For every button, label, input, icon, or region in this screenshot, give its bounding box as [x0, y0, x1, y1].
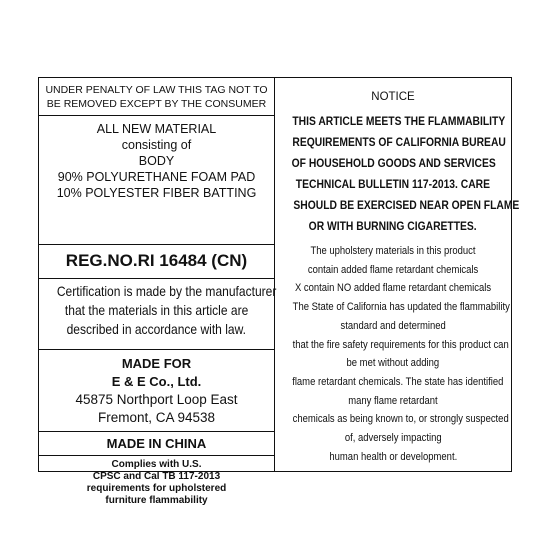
certification-line: described in accordance with law. [66, 321, 247, 337]
address-line-1: 45875 Northport Loop East [75, 392, 238, 407]
upholstery-line: chemicals as being known to, or strongly suspected [292, 413, 509, 426]
upholstery-line: of, adversely impacting [344, 432, 442, 445]
upholstery-line: many flame retardant [348, 394, 438, 407]
upholstery-line: contain added flame retardant chemicals [307, 263, 479, 276]
company-name: E & E Co., Ltd. [111, 374, 202, 389]
notice-title: NOTICE [371, 91, 415, 103]
compliance-line: requirements for upholstered [86, 483, 227, 494]
made-for-label: MADE FOR [121, 356, 192, 371]
law-label-tag [38, 77, 520, 506]
upholstery-line: X contain NO added flame retardant chemicals [294, 282, 492, 295]
upholstery-line: standard and determined [340, 319, 446, 332]
notice-body [275, 111, 520, 237]
made-for-block [39, 350, 274, 432]
compliance-statement [39, 456, 274, 506]
penalty-line: BE REMOVED EXCEPT BY THE CONSUMER [46, 98, 267, 110]
notice-line: SHOULD BE EXERCISED NEAR OPEN FLAME [293, 198, 520, 212]
material-line: ALL NEW MATERIAL [96, 122, 217, 136]
material-content [39, 116, 274, 245]
notice-line: OF HOUSEHOLD GOODS AND SERVICES [291, 156, 496, 170]
material-line: 90% POLYURETHANE FOAM PAD [57, 170, 256, 184]
compliance-line: Complies with U.S. [111, 459, 202, 470]
reg-no-text: REG.NO.RI 16484 (CN) [65, 251, 248, 270]
upholstery-line: that the fire safety requirements for this product can [292, 338, 509, 351]
compliance-line: CPSC and Cal TB 117-2013 [92, 471, 221, 482]
right-panel [275, 78, 520, 471]
certification-line: Certification is made by the manufacturer [56, 283, 277, 299]
material-line: BODY [138, 154, 175, 168]
penalty-notice [39, 78, 274, 116]
notice-line: REQUIREMENTS OF CALIFORNIA BUREAU [292, 135, 506, 149]
material-line: 10% POLYESTER FIBER BATTING [56, 186, 257, 200]
certification-line: that the materials in this article are [64, 302, 249, 318]
made-in-china [39, 432, 274, 456]
penalty-line: UNDER PENALTY OF LAW THIS TAG NOT TO [45, 84, 268, 96]
address-line-2: Fremont, CA 94538 [97, 410, 216, 425]
compliance-line: furniture flammability [105, 495, 208, 506]
upholstery-line: The State of California has updated the flammability [292, 301, 510, 314]
left-panel [39, 78, 277, 506]
made-in-text: MADE IN CHINA [106, 436, 207, 451]
notice-line: OR WITH BURNING CIGARETTES. [309, 219, 477, 233]
upholstery-line: flame retardant chemicals. The state has identified [292, 375, 504, 388]
upholstery-statement [275, 242, 511, 466]
upholstery-line: human health or development. [329, 450, 457, 463]
upholstery-line: The upholstery materials in this product [310, 245, 476, 257]
certification-statement [39, 279, 277, 350]
registration-number [39, 245, 274, 279]
upholstery-line: be met without adding [346, 357, 440, 370]
notice-line: THIS ARTICLE MEETS THE FLAMMABILITY [292, 114, 506, 128]
notice-line: TECHNICAL BULLETIN 117-2013. CARE [295, 177, 491, 191]
material-line: consisting of [121, 138, 192, 152]
